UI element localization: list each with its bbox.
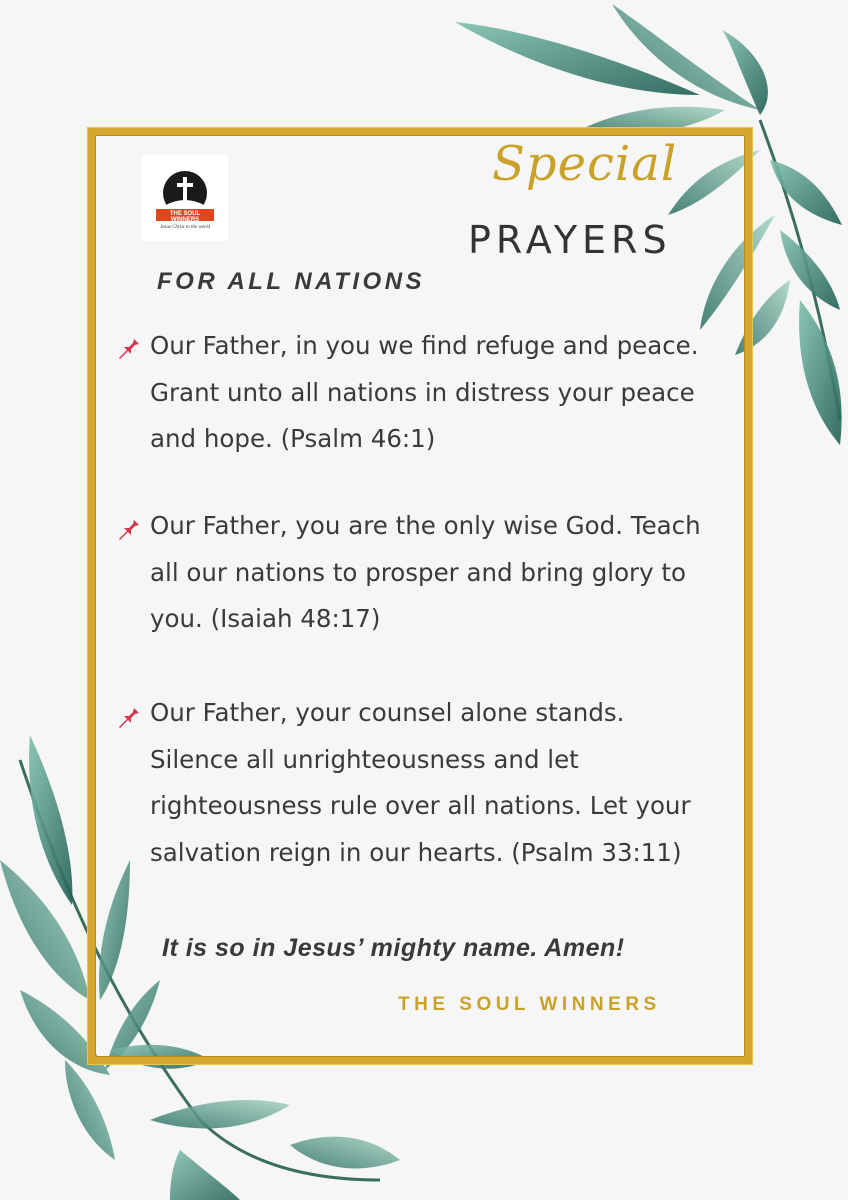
pushpin-icon (114, 701, 142, 729)
signature: THE SOUL WINNERS (398, 994, 661, 1015)
closing-line: It is so in Jesus’ mighty name. Amen! (162, 934, 625, 962)
logo (142, 155, 228, 241)
prayer-item: Our Father, in you we find refuge and peace. Grant unto all nations in distress your peace and hope. (Psalm 46:1) (150, 331, 699, 453)
pushpin-icon (114, 513, 142, 541)
logo-name: THE SOUL WINNERS (169, 211, 201, 223)
subtitle: FOR ALL NATIONS (157, 268, 426, 295)
pushpin-icon (114, 332, 142, 360)
main-title: PRAYERS (468, 218, 672, 262)
prayer-item: Our Father, you are the only wise God. Teach all our nations to prosper and bring glory to you. (Isaiah 48:17) (150, 511, 701, 633)
script-title: Special (492, 136, 678, 192)
logo-tagline: Jesus Christ to the world (159, 225, 210, 230)
prayer-item: Our Father, your counsel alone stands. Silence all unrighteousness and let righteousness rule over all nations. Let your salvation reign in our hearts. (Psalm 33:11) (150, 698, 691, 867)
